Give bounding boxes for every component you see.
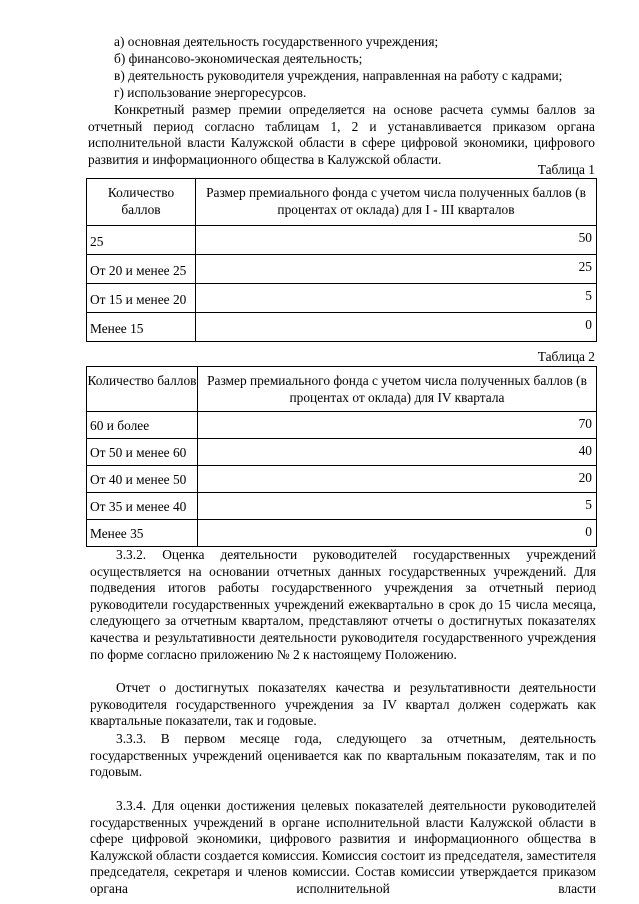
table1-row-label: 25 [87, 226, 196, 255]
table1-row-value: 25 [196, 255, 597, 284]
table-row [87, 255, 597, 284]
table-row [87, 412, 597, 439]
table1-row-label: От 15 и менее 20 [87, 284, 196, 313]
table2-row-value: 70 [198, 412, 597, 439]
table-row [87, 226, 597, 255]
table2-caption: Таблица 2 [537, 349, 595, 364]
table2-row-label: От 40 и менее 50 [87, 466, 198, 493]
table2-row-value: 40 [198, 439, 597, 466]
table1-caption: Таблица 1 [537, 162, 595, 177]
table2-row-label: 60 и более [87, 412, 198, 439]
table1-row-label: От 20 и менее 25 [87, 255, 196, 284]
list-item: б) финансово-экономическая деятельность; [114, 51, 363, 66]
table-row [87, 493, 597, 520]
table-row [87, 313, 597, 342]
table1-row-value: 50 [196, 226, 597, 255]
table2-header-count: Количество баллов [87, 367, 198, 412]
table-row [87, 520, 597, 547]
paragraph-premium: Конкретный размер премии определяется на основе расчета суммы баллов за отчетный период согласно таблицам 1, 2 и устанавливается приказом органа исполнительной власти Калужской области в сфере цифровой экономики, цифрового развития и информационного общества в Калужской области. [88, 102, 595, 167]
table1-row-label: Менее 15 [87, 313, 196, 342]
table1 [86, 178, 597, 342]
table-row [87, 284, 597, 313]
table2-row-value: 0 [198, 520, 597, 547]
table1-row-value: 0 [196, 313, 597, 342]
list-item: а) основная деятельность государственного учреждения; [114, 34, 439, 49]
intro-list [114, 34, 594, 102]
table2-row-label: От 35 и менее 40 [87, 493, 198, 520]
list-item: г) использование энергоресурсов. [114, 85, 307, 100]
table2-row-value: 5 [198, 493, 597, 520]
table2-header-fund: Размер премиального фонда с учетом числа полученных баллов (в процентах от оклада) для IV квартала [198, 367, 597, 412]
table1-header-count: Количество баллов [87, 179, 196, 226]
table2-row-value: 20 [198, 466, 597, 493]
table1-row-value: 5 [196, 284, 597, 313]
paragraph-report: Отчет о достигнутых показателях качества и результативности деятельности руководителя государственного учреждения за IV квартал должен содержать как квартальные показатели, так и годовые. [90, 680, 596, 729]
table1-header-fund: Размер премиального фонда с учетом числа полученных баллов (в процентах от оклада) для I - III кварталов [196, 179, 597, 226]
paragraph-3-3-4: 3.3.4. Для оценки достижения целевых показателей деятельности руководителей государственных учреждений в органе исполнительной власти Калужской области в сфере цифровой экономики, цифрового развития и информационного общества в Калужской области создается комиссия. Комиссия состоит из председателя, заместителя председателя, секретаря и членов комиссии. Состав комиссии утверждается приказом органа исполнительной власти [90, 798, 596, 896]
table2 [86, 366, 597, 547]
table-row [87, 439, 597, 466]
paragraph-3-3-3: 3.3.3. В первом месяце года, следующего за отчетным, деятельность государственных учреждений оценивается как по квартальным показателям, так и по годовым. [90, 731, 596, 780]
table-row [87, 466, 597, 493]
table2-row-label: Менее 35 [87, 520, 198, 547]
table2-row-label: От 50 и менее 60 [87, 439, 198, 466]
paragraph-3-3-2: 3.3.2. Оценка деятельности руководителей государственных учреждений осуществляется на основании отчетных данных государственных учреждений. Для подведения итогов работы государственного учреждения за отчетный период руководители государственных учреждений ежеквартально в срок до 15 числа месяца, следующего за отчетным кварталом, представляют отчеты о достигнутых показателях качества и результативности деятельности руководителя государственного учреждения по форме согласно приложению № 2 к настоящему Положению. [90, 547, 596, 662]
list-item: в) деятельность руководителя учреждения, направленная на работу с кадрами; [114, 68, 563, 83]
